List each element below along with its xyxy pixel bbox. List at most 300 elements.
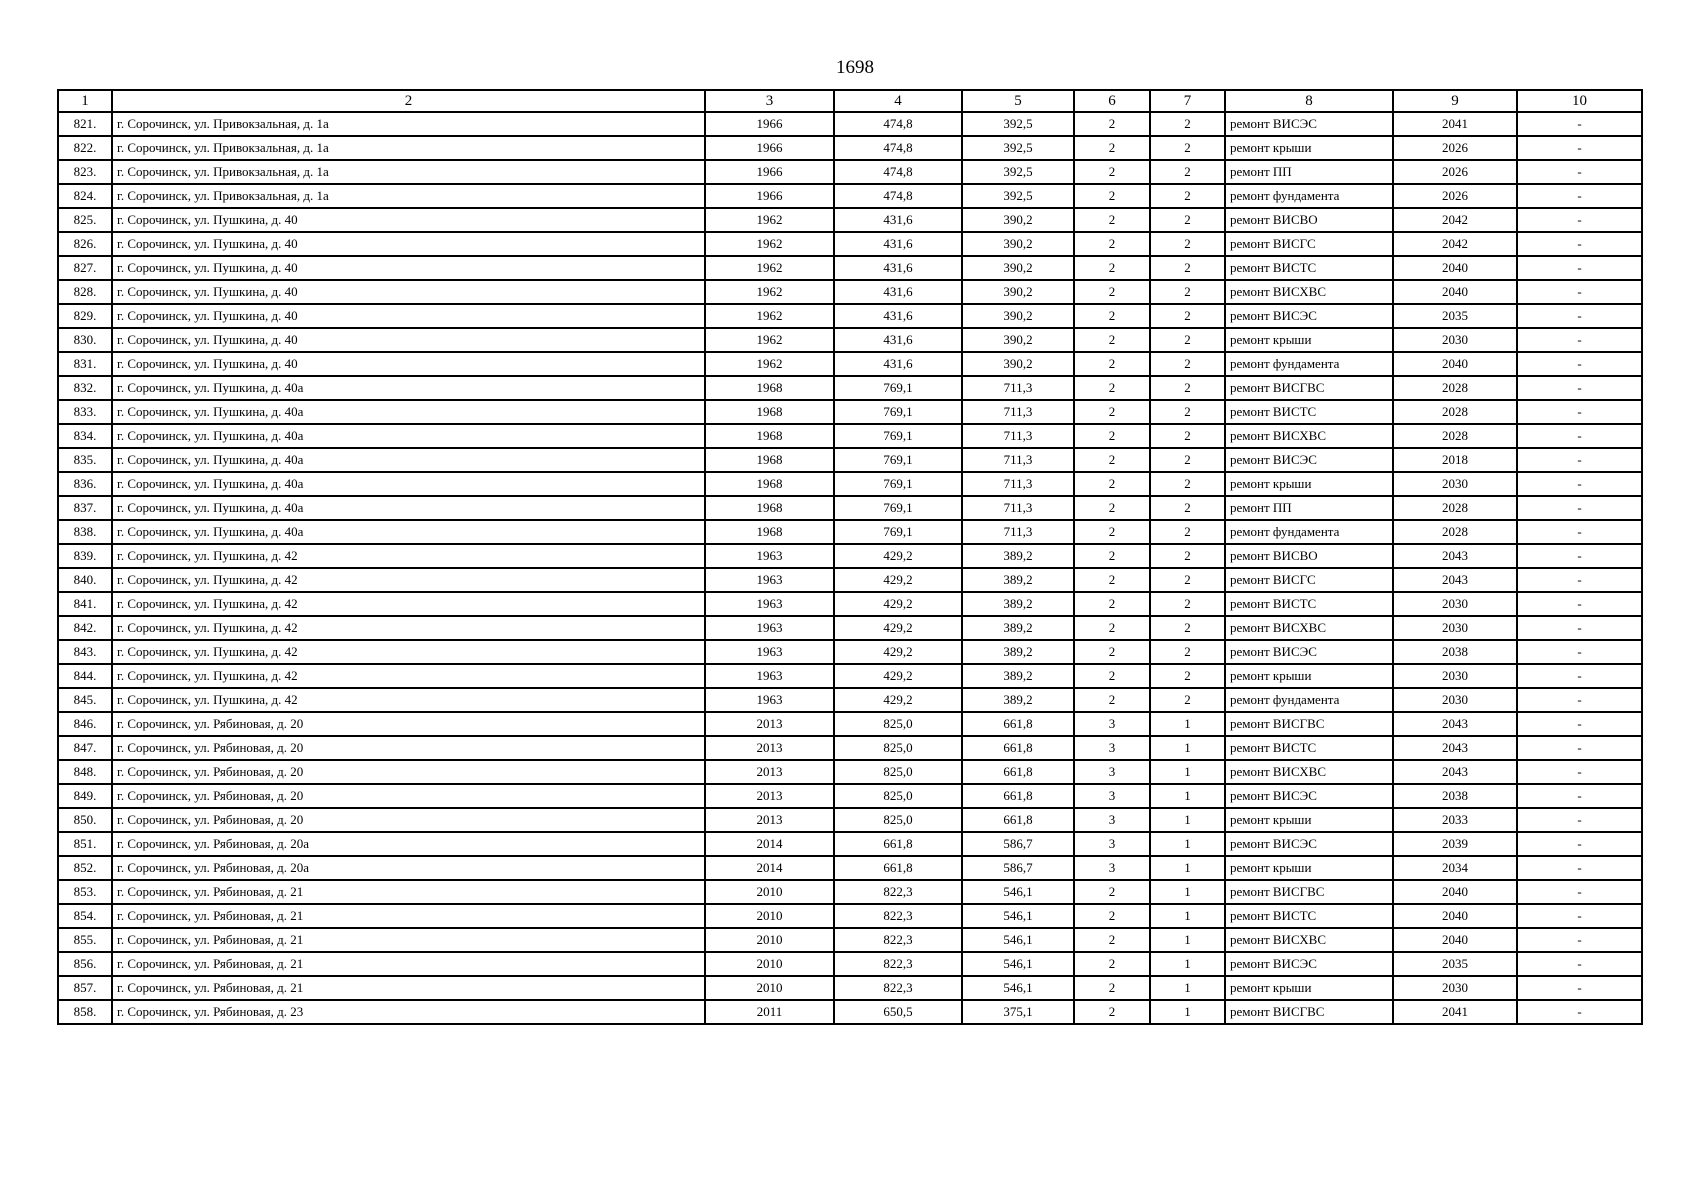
living-area-cell: 711,3	[962, 376, 1074, 400]
table-row	[58, 640, 1642, 664]
floors-cell: 2	[1074, 568, 1150, 592]
build-year-cell: 2010	[705, 976, 834, 1000]
repair-type-cell: ремонт крыши	[1225, 856, 1393, 880]
build-year-cell: 1962	[705, 256, 834, 280]
living-area-cell: 586,7	[962, 832, 1074, 856]
repair-type-cell: ремонт крыши	[1225, 136, 1393, 160]
repair-year-cell: 2043	[1393, 736, 1517, 760]
build-year-cell: 2010	[705, 904, 834, 928]
row-number-cell: 843.	[58, 640, 112, 664]
living-area-cell: 389,2	[962, 664, 1074, 688]
address-cell: г. Сорочинск, ул. Привокзальная, д. 1а	[112, 184, 705, 208]
column-header: 6	[1074, 90, 1150, 112]
living-area-cell: 390,2	[962, 208, 1074, 232]
repair-type-cell: ремонт фундамента	[1225, 688, 1393, 712]
address-cell: г. Сорочинск, ул. Рябиновая, д. 20	[112, 736, 705, 760]
living-area-cell: 392,5	[962, 160, 1074, 184]
total-area-cell: 769,1	[834, 496, 962, 520]
address-cell: г. Сорочинск, ул. Пушкина, д. 40а	[112, 448, 705, 472]
entrances-cell: 1	[1150, 928, 1225, 952]
note-cell: -	[1517, 928, 1642, 952]
build-year-cell: 1962	[705, 328, 834, 352]
row-number-cell: 841.	[58, 592, 112, 616]
table-row	[58, 1000, 1642, 1024]
table-row	[58, 832, 1642, 856]
note-cell: -	[1517, 688, 1642, 712]
address-cell: г. Сорочинск, ул. Рябиновая, д. 20	[112, 808, 705, 832]
floors-cell: 2	[1074, 184, 1150, 208]
living-area-cell: 711,3	[962, 400, 1074, 424]
repair-year-cell: 2028	[1393, 520, 1517, 544]
address-cell: г. Сорочинск, ул. Привокзальная, д. 1а	[112, 136, 705, 160]
total-area-cell: 822,3	[834, 976, 962, 1000]
row-number-cell: 842.	[58, 616, 112, 640]
living-area-cell: 392,5	[962, 136, 1074, 160]
address-cell: г. Сорочинск, ул. Пушкина, д. 40	[112, 304, 705, 328]
living-area-cell: 711,3	[962, 520, 1074, 544]
note-cell: -	[1517, 856, 1642, 880]
total-area-cell: 474,8	[834, 160, 962, 184]
total-area-cell: 431,6	[834, 304, 962, 328]
repair-year-cell: 2028	[1393, 400, 1517, 424]
repair-type-cell: ремонт фундамента	[1225, 352, 1393, 376]
address-cell: г. Сорочинск, ул. Пушкина, д. 40	[112, 280, 705, 304]
note-cell: -	[1517, 736, 1642, 760]
floors-cell: 2	[1074, 880, 1150, 904]
row-number-cell: 821.	[58, 112, 112, 136]
repair-year-cell: 2030	[1393, 616, 1517, 640]
column-header: 9	[1393, 90, 1517, 112]
address-cell: г. Сорочинск, ул. Привокзальная, д. 1а	[112, 112, 705, 136]
build-year-cell: 1962	[705, 232, 834, 256]
table-row	[58, 520, 1642, 544]
living-area-cell: 375,1	[962, 1000, 1074, 1024]
table-row	[58, 568, 1642, 592]
note-cell: -	[1517, 256, 1642, 280]
living-area-cell: 390,2	[962, 232, 1074, 256]
repair-year-cell: 2030	[1393, 976, 1517, 1000]
repair-year-cell: 2040	[1393, 880, 1517, 904]
entrances-cell: 2	[1150, 232, 1225, 256]
address-cell: г. Сорочинск, ул. Рябиновая, д. 21	[112, 952, 705, 976]
address-cell: г. Сорочинск, ул. Пушкина, д. 40	[112, 208, 705, 232]
note-cell: -	[1517, 376, 1642, 400]
row-number-cell: 844.	[58, 664, 112, 688]
note-cell: -	[1517, 304, 1642, 328]
entrances-cell: 2	[1150, 592, 1225, 616]
address-cell: г. Сорочинск, ул. Пушкина, д. 40	[112, 328, 705, 352]
repair-year-cell: 2043	[1393, 544, 1517, 568]
address-cell: г. Сорочинск, ул. Пушкина, д. 42	[112, 568, 705, 592]
row-number-cell: 835.	[58, 448, 112, 472]
row-number-cell: 839.	[58, 544, 112, 568]
build-year-cell: 1968	[705, 424, 834, 448]
row-number-cell: 845.	[58, 688, 112, 712]
repair-type-cell: ремонт ВИСТС	[1225, 904, 1393, 928]
build-year-cell: 1968	[705, 448, 834, 472]
total-area-cell: 431,6	[834, 280, 962, 304]
living-area-cell: 390,2	[962, 280, 1074, 304]
note-cell: -	[1517, 352, 1642, 376]
repair-year-cell: 2035	[1393, 304, 1517, 328]
floors-cell: 3	[1074, 808, 1150, 832]
row-number-cell: 834.	[58, 424, 112, 448]
repair-year-cell: 2028	[1393, 424, 1517, 448]
row-number-cell: 829.	[58, 304, 112, 328]
floors-cell: 2	[1074, 928, 1150, 952]
repair-type-cell: ремонт ВИСГС	[1225, 568, 1393, 592]
build-year-cell: 2013	[705, 784, 834, 808]
entrances-cell: 2	[1150, 112, 1225, 136]
build-year-cell: 1966	[705, 112, 834, 136]
living-area-cell: 389,2	[962, 568, 1074, 592]
note-cell: -	[1517, 160, 1642, 184]
table-row	[58, 256, 1642, 280]
floors-cell: 2	[1074, 280, 1150, 304]
row-number-cell: 854.	[58, 904, 112, 928]
entrances-cell: 2	[1150, 544, 1225, 568]
note-cell: -	[1517, 184, 1642, 208]
repair-type-cell: ремонт крыши	[1225, 472, 1393, 496]
row-number-cell: 824.	[58, 184, 112, 208]
living-area-cell: 546,1	[962, 904, 1074, 928]
total-area-cell: 825,0	[834, 760, 962, 784]
repair-type-cell: ремонт ВИСЭС	[1225, 832, 1393, 856]
repair-type-cell: ремонт ВИСХВС	[1225, 424, 1393, 448]
floors-cell: 2	[1074, 640, 1150, 664]
note-cell: -	[1517, 976, 1642, 1000]
table-row	[58, 880, 1642, 904]
table-row	[58, 232, 1642, 256]
housing-repair-table	[57, 89, 1643, 1025]
table-row	[58, 784, 1642, 808]
table-row	[58, 208, 1642, 232]
repair-type-cell: ремонт ВИСГВС	[1225, 880, 1393, 904]
column-header: 4	[834, 90, 962, 112]
living-area-cell: 546,1	[962, 928, 1074, 952]
total-area-cell: 429,2	[834, 592, 962, 616]
build-year-cell: 2013	[705, 736, 834, 760]
repair-year-cell: 2028	[1393, 496, 1517, 520]
build-year-cell: 1963	[705, 616, 834, 640]
living-area-cell: 711,3	[962, 496, 1074, 520]
total-area-cell: 429,2	[834, 640, 962, 664]
entrances-cell: 2	[1150, 328, 1225, 352]
address-cell: г. Сорочинск, ул. Рябиновая, д. 23	[112, 1000, 705, 1024]
total-area-cell: 769,1	[834, 472, 962, 496]
living-area-cell: 661,8	[962, 760, 1074, 784]
repair-type-cell: ремонт ВИСВО	[1225, 208, 1393, 232]
entrances-cell: 1	[1150, 712, 1225, 736]
build-year-cell: 1963	[705, 664, 834, 688]
repair-type-cell: ремонт ВИСЭС	[1225, 304, 1393, 328]
floors-cell: 3	[1074, 832, 1150, 856]
row-number-cell: 833.	[58, 400, 112, 424]
entrances-cell: 2	[1150, 424, 1225, 448]
table-row	[58, 184, 1642, 208]
note-cell: -	[1517, 496, 1642, 520]
repair-type-cell: ремонт ВИСХВС	[1225, 616, 1393, 640]
floors-cell: 2	[1074, 616, 1150, 640]
floors-cell: 2	[1074, 1000, 1150, 1024]
address-cell: г. Сорочинск, ул. Пушкина, д. 40а	[112, 376, 705, 400]
table-row	[58, 736, 1642, 760]
column-header: 3	[705, 90, 834, 112]
note-cell: -	[1517, 472, 1642, 496]
living-area-cell: 389,2	[962, 640, 1074, 664]
row-number-cell: 828.	[58, 280, 112, 304]
repair-year-cell: 2026	[1393, 184, 1517, 208]
floors-cell: 2	[1074, 904, 1150, 928]
address-cell: г. Сорочинск, ул. Пушкина, д. 40а	[112, 472, 705, 496]
repair-year-cell: 2042	[1393, 208, 1517, 232]
living-area-cell: 390,2	[962, 352, 1074, 376]
entrances-cell: 1	[1150, 808, 1225, 832]
repair-type-cell: ремонт ВИСХВС	[1225, 928, 1393, 952]
floors-cell: 3	[1074, 712, 1150, 736]
address-cell: г. Сорочинск, ул. Рябиновая, д. 21	[112, 880, 705, 904]
total-area-cell: 822,3	[834, 904, 962, 928]
repair-year-cell: 2042	[1393, 232, 1517, 256]
note-cell: -	[1517, 616, 1642, 640]
row-number-cell: 858.	[58, 1000, 112, 1024]
note-cell: -	[1517, 952, 1642, 976]
living-area-cell: 390,2	[962, 328, 1074, 352]
address-cell: г. Сорочинск, ул. Пушкина, д. 40	[112, 256, 705, 280]
living-area-cell: 586,7	[962, 856, 1074, 880]
entrances-cell: 1	[1150, 880, 1225, 904]
entrances-cell: 1	[1150, 760, 1225, 784]
row-number-cell: 831.	[58, 352, 112, 376]
build-year-cell: 2013	[705, 808, 834, 832]
repair-type-cell: ремонт ВИСТС	[1225, 256, 1393, 280]
repair-year-cell: 2026	[1393, 136, 1517, 160]
column-header: 1	[58, 90, 112, 112]
entrances-cell: 1	[1150, 736, 1225, 760]
repair-year-cell: 2018	[1393, 448, 1517, 472]
note-cell: -	[1517, 760, 1642, 784]
address-cell: г. Сорочинск, ул. Рябиновая, д. 21	[112, 904, 705, 928]
table-row	[58, 280, 1642, 304]
total-area-cell: 429,2	[834, 688, 962, 712]
build-year-cell: 1963	[705, 568, 834, 592]
repair-type-cell: ремонт ВИСХВС	[1225, 280, 1393, 304]
repair-type-cell: ремонт ВИСЭС	[1225, 112, 1393, 136]
entrances-cell: 2	[1150, 664, 1225, 688]
floors-cell: 2	[1074, 592, 1150, 616]
repair-type-cell: ремонт фундамента	[1225, 520, 1393, 544]
repair-year-cell: 2041	[1393, 1000, 1517, 1024]
repair-year-cell: 2040	[1393, 904, 1517, 928]
address-cell: г. Сорочинск, ул. Пушкина, д. 40	[112, 352, 705, 376]
table-row	[58, 304, 1642, 328]
total-area-cell: 769,1	[834, 376, 962, 400]
table-row	[58, 688, 1642, 712]
build-year-cell: 1968	[705, 400, 834, 424]
note-cell: -	[1517, 808, 1642, 832]
row-number-cell: 837.	[58, 496, 112, 520]
repair-year-cell: 2033	[1393, 808, 1517, 832]
row-number-cell: 852.	[58, 856, 112, 880]
repair-year-cell: 2030	[1393, 472, 1517, 496]
total-area-cell: 661,8	[834, 856, 962, 880]
total-area-cell: 822,3	[834, 880, 962, 904]
address-cell: г. Сорочинск, ул. Рябиновая, д. 21	[112, 928, 705, 952]
living-area-cell: 711,3	[962, 448, 1074, 472]
floors-cell: 2	[1074, 208, 1150, 232]
build-year-cell: 2010	[705, 880, 834, 904]
note-cell: -	[1517, 232, 1642, 256]
note-cell: -	[1517, 136, 1642, 160]
address-cell: г. Сорочинск, ул. Рябиновая, д. 20	[112, 712, 705, 736]
total-area-cell: 431,6	[834, 328, 962, 352]
build-year-cell: 1962	[705, 208, 834, 232]
address-cell: г. Сорочинск, ул. Пушкина, д. 40а	[112, 496, 705, 520]
floors-cell: 2	[1074, 160, 1150, 184]
note-cell: -	[1517, 1000, 1642, 1024]
repair-type-cell: ремонт ВИСГВС	[1225, 712, 1393, 736]
total-area-cell: 474,8	[834, 136, 962, 160]
build-year-cell: 1962	[705, 304, 834, 328]
living-area-cell: 546,1	[962, 880, 1074, 904]
entrances-cell: 2	[1150, 304, 1225, 328]
entrances-cell: 1	[1150, 856, 1225, 880]
floors-cell: 2	[1074, 664, 1150, 688]
repair-type-cell: ремонт ВИСГС	[1225, 232, 1393, 256]
note-cell: -	[1517, 640, 1642, 664]
row-number-cell: 830.	[58, 328, 112, 352]
build-year-cell: 2014	[705, 832, 834, 856]
address-cell: г. Сорочинск, ул. Пушкина, д. 40а	[112, 520, 705, 544]
living-area-cell: 661,8	[962, 808, 1074, 832]
total-area-cell: 474,8	[834, 184, 962, 208]
floors-cell: 2	[1074, 376, 1150, 400]
repair-year-cell: 2030	[1393, 592, 1517, 616]
entrances-cell: 2	[1150, 520, 1225, 544]
repair-year-cell: 2040	[1393, 352, 1517, 376]
total-area-cell: 825,0	[834, 712, 962, 736]
note-cell: -	[1517, 880, 1642, 904]
repair-type-cell: ремонт ВИСЭС	[1225, 784, 1393, 808]
note-cell: -	[1517, 328, 1642, 352]
build-year-cell: 2010	[705, 928, 834, 952]
address-cell: г. Сорочинск, ул. Пушкина, д. 42	[112, 640, 705, 664]
total-area-cell: 769,1	[834, 400, 962, 424]
note-cell: -	[1517, 280, 1642, 304]
address-cell: г. Сорочинск, ул. Пушкина, д. 42	[112, 544, 705, 568]
repair-year-cell: 2040	[1393, 280, 1517, 304]
row-number-cell: 823.	[58, 160, 112, 184]
row-number-cell: 826.	[58, 232, 112, 256]
floors-cell: 2	[1074, 136, 1150, 160]
note-cell: -	[1517, 712, 1642, 736]
repair-type-cell: ремонт ВИСЭС	[1225, 640, 1393, 664]
build-year-cell: 1963	[705, 544, 834, 568]
entrances-cell: 1	[1150, 904, 1225, 928]
entrances-cell: 1	[1150, 1000, 1225, 1024]
total-area-cell: 769,1	[834, 448, 962, 472]
address-cell: г. Сорочинск, ул. Рябиновая, д. 20а	[112, 856, 705, 880]
address-cell: г. Сорочинск, ул. Рябиновая, д. 20	[112, 784, 705, 808]
table-row	[58, 976, 1642, 1000]
repair-type-cell: ремонт крыши	[1225, 664, 1393, 688]
living-area-cell: 546,1	[962, 976, 1074, 1000]
repair-year-cell: 2043	[1393, 568, 1517, 592]
address-cell: г. Сорочинск, ул. Пушкина, д. 42	[112, 688, 705, 712]
total-area-cell: 474,8	[834, 112, 962, 136]
row-number-cell: 832.	[58, 376, 112, 400]
repair-type-cell: ремонт ВИСЭС	[1225, 448, 1393, 472]
address-cell: г. Сорочинск, ул. Рябиновая, д. 21	[112, 976, 705, 1000]
living-area-cell: 389,2	[962, 592, 1074, 616]
total-area-cell: 825,0	[834, 808, 962, 832]
floors-cell: 3	[1074, 736, 1150, 760]
floors-cell: 3	[1074, 760, 1150, 784]
build-year-cell: 1966	[705, 184, 834, 208]
build-year-cell: 1963	[705, 640, 834, 664]
total-area-cell: 825,0	[834, 784, 962, 808]
page-number: 1698	[836, 57, 874, 78]
table-row	[58, 424, 1642, 448]
table-body	[58, 112, 1642, 1024]
entrances-cell: 2	[1150, 400, 1225, 424]
living-area-cell: 390,2	[962, 304, 1074, 328]
entrances-cell: 2	[1150, 448, 1225, 472]
table-row	[58, 352, 1642, 376]
living-area-cell: 389,2	[962, 544, 1074, 568]
table-row	[58, 856, 1642, 880]
total-area-cell: 769,1	[834, 520, 962, 544]
repair-type-cell: ремонт ВИСХВС	[1225, 760, 1393, 784]
row-number-cell: 840.	[58, 568, 112, 592]
total-area-cell: 429,2	[834, 664, 962, 688]
table-row	[58, 112, 1642, 136]
repair-type-cell: ремонт ВИСВО	[1225, 544, 1393, 568]
repair-type-cell: ремонт крыши	[1225, 808, 1393, 832]
repair-type-cell: ремонт крыши	[1225, 328, 1393, 352]
repair-type-cell: ремонт фундамента	[1225, 184, 1393, 208]
column-header: 2	[112, 90, 705, 112]
table-row	[58, 160, 1642, 184]
floors-cell: 2	[1074, 256, 1150, 280]
table-row	[58, 328, 1642, 352]
floors-cell: 2	[1074, 688, 1150, 712]
repair-year-cell: 2030	[1393, 688, 1517, 712]
floors-cell: 2	[1074, 520, 1150, 544]
living-area-cell: 546,1	[962, 952, 1074, 976]
note-cell: -	[1517, 424, 1642, 448]
entrances-cell: 2	[1150, 688, 1225, 712]
row-number-cell: 846.	[58, 712, 112, 736]
entrances-cell: 2	[1150, 496, 1225, 520]
entrances-cell: 2	[1150, 352, 1225, 376]
total-area-cell: 429,2	[834, 544, 962, 568]
table-row	[58, 472, 1642, 496]
entrances-cell: 1	[1150, 784, 1225, 808]
entrances-cell: 2	[1150, 184, 1225, 208]
note-cell: -	[1517, 208, 1642, 232]
floors-cell: 2	[1074, 112, 1150, 136]
note-cell: -	[1517, 448, 1642, 472]
entrances-cell: 2	[1150, 472, 1225, 496]
address-cell: г. Сорочинск, ул. Привокзальная, д. 1а	[112, 160, 705, 184]
floors-cell: 3	[1074, 856, 1150, 880]
living-area-cell: 661,8	[962, 712, 1074, 736]
living-area-cell: 389,2	[962, 616, 1074, 640]
living-area-cell: 711,3	[962, 472, 1074, 496]
note-cell: -	[1517, 112, 1642, 136]
note-cell: -	[1517, 832, 1642, 856]
